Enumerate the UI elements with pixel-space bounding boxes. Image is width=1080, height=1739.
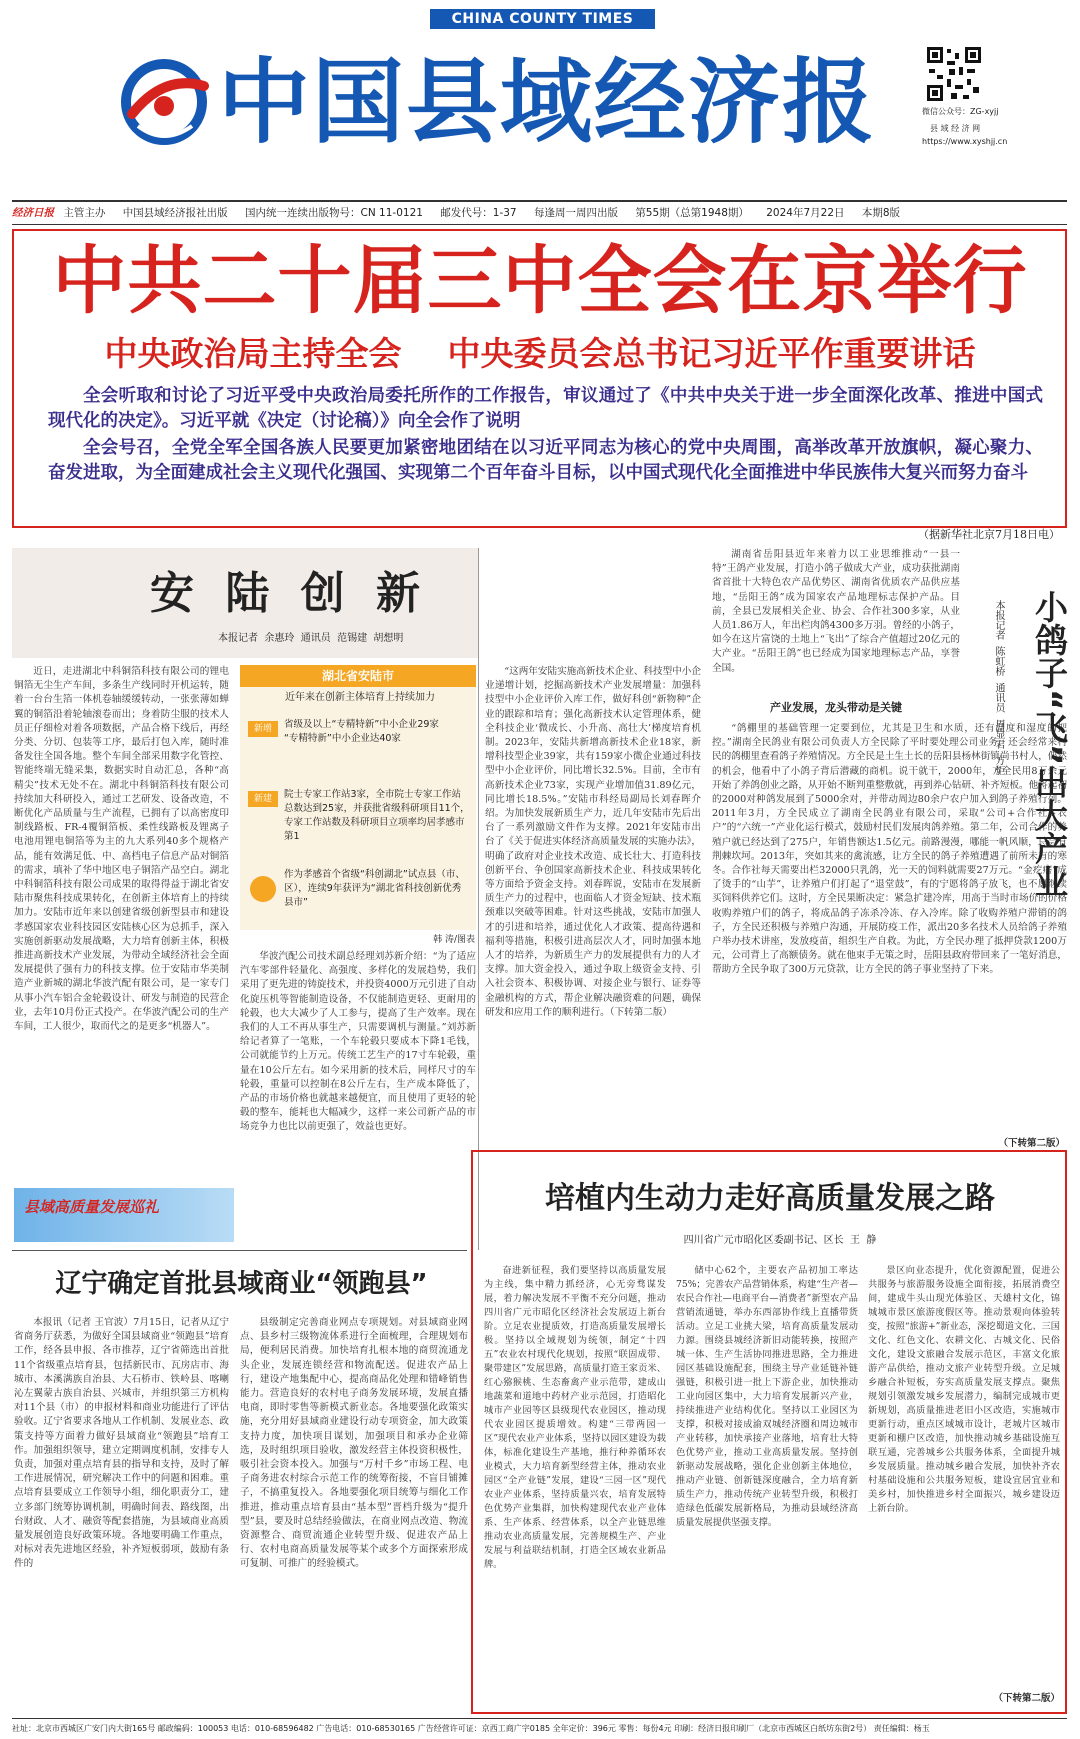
qr-code-icon [925,45,983,103]
pigeon-continue: （下转第二版） [998,1138,1065,1149]
frequency: 每逢周一周四出版 [533,207,618,219]
sponsor-logo: 经济日报 [12,207,54,219]
liaoning-col-1: 本报讯（记者 王官波）7月15日，记者从辽宁省商务厅获悉，为做好全国县域商业“领跑县”培育工作，经各县申报、各市推荐，辽宁省筛选出首批11个省级重点培育县，包括新民市、瓦房店市、海城市、本溪满族自治县、大石桥市、铁岭县、喀喇沁左翼蒙古族自治县、兴城市，并组织第三方机构对11个县（市）的申报材料和商业功能进行了评估验收。辽宁省要求各地从工作机制、发展业态、政策支持等方面着力做好县域商业“领跑县”培育工作。加强组织领导，建立定期调度机制，安排专人负责，加强对重点培育县的指导和支持，及时了解工作进展情况，研究解决工作中的问题和困难。重点培育县要成立工作领导小组，细化职责分工，建立多部门统筹协调机制，明确时间表、路线图，出台财政、人才、融资等配套措施，为县域商业高质量发展创造良好政策环境。各地要明确工作重点，对标对表先进地区经验，补齐短板弱项，鼓励有条件的 [14,1317,229,1570]
info-bar [12,204,1067,222]
peizhi-col-3: 景区向业态提升，优化资源配置，促进公共服务与旅游服务设施全面衔接，拓展消费空间，建成牛头山现光体验区、天雄村文化，锦城城市景区旅游度假区等。推动景观向体验转变，按照“旅游+”新业态，深挖蜀道文化、三国文化、红色文化、农耕文化、古城文化、民俗文化，建设文旅融合发展示范区，丰富文化旅游产品供给，推动文旅产业转型升级。立足城乡融合补短板，夯实高质量发展支撑点。聚焦规划引领激发城乡发展潜力，编制完成城市更新规划，高质量推进老旧小区改造，实施城市更新行动，重点区域城市设计，老城片区城市更新和棚户区改造，加快推动城乡基础设施互联互通，完善城乡公共服务体系，全面提升城乡发展质量。推动城乡融合发展，加快补齐农村基础设施和公共服务短板，建设宜居宜业和美乡村，加快推进乡村全面振兴，城乡建设迈上新台阶。 [868,1265,1060,1514]
series-banner-label: 县域高质量发展巡礼 [24,1198,160,1216]
website-label: 县 域 经 济 网 [930,124,981,133]
masthead-english: CHINA COUNTY TIMES [430,9,655,29]
issue-number: 第55期（总第1948期） [635,207,749,219]
masthead-title: 中国县域经济报 [218,48,877,156]
anlu-col-2: 华波汽配公司技术副总经理刘苏新介绍：“为了适应汽车零部件轻量化、高强度、多样化的发展趋势，我们采用了更先进的铸旋技术，并投资4000万元引进了自动化旋压机等智能制造设备，不仅能制造更轻、更耐用的轮毂，也大大减少了人工参与，提高了生产效率。现在我们的人工不再从事生产，只需要调机与测量。”刘苏新给记者算了一笔账，一个车轮毂只要成本下降1毛钱，公司就能节约上万元。传统工艺生产的17寸车轮毂，重量在10公斤左右。如今采用新的技术后，同样尺寸的车轮毂，重量可以控制在8公斤左右，生产成本降低了，产品的市场价格也就越来越便宜，而且使用了更轻的轮毂的整车，能耗也大幅减少，这样一来公司新产品的市场竞争力也比以前更强了，效益也更好。 [240,951,476,1133]
liaoning-title: 辽宁确定首批县域商业“领跑县” [55,1269,428,1299]
footer-info: 社址：北京市西城区广安门内大街165号 邮政编码：100053 电话：010-68596482 广告电话：010-68530165 广告经营许可证：京西工商广字0185 全年定价：396元 零售：每份4元 印刷：经济日报印刷厂（北京市西城区白纸坊东街2号） 责任编辑：杨玉 [12,1724,930,1733]
pigeon-section-heading: 产业发展，龙头带动是关键 [770,701,902,714]
cn-number: 国内统一连续出版物号：CN 11-0121 [245,207,423,219]
peizhi-col-2: 储中心62个，主要农产品初加工率达75%；完善农产品营销体系，构建“生产者—农民合作社—电商平台—消费者”新型农产品营销流通链，举办东西部协作线上直播带货活动。立足工业挑大梁，培育高质量发展动力源。围绕县城经济新旧动能转换，按照产城一体、生产生活协同推进思路，全力推进园区基础设施配套，围绕主导产业延链补链强链，积极引进一批上下游企业，加快推动工业向园区集中，大力培育发展新兴产业，持续推进产业结构优化。坚持以工业园区为支撑，积极对接成渝双城经济圈和周边城市产业转移，加快承接产业落地，培育壮大特色优势产业，推动工业高质量发展。坚持创新驱动发展战略，强化企业创新主体地位，推动产业链、创新链深度融合，全力培育新质生产力，推动传统产业转型升级，积极打造绿色低碳发展新格局，为推动县域经济高质量发展提供坚强支撑。 [676,1265,858,1528]
infobox-credit: 韩 涛/图表 [433,935,475,945]
anlu-title: 安 陆 创 新 [150,568,428,619]
website-url[interactable]: https://www.xyshjj.cn [922,137,1008,146]
post-code: 邮发代号：1-37 [440,207,517,219]
anlu-col-3: “这两年安陆实施高新技术企业、科技型中小企业递增计划，挖掘高新技术产业发展增量：加强科技型中小企业评价入库工作，做好科创“新物种”企业的跟踪和培育；强化高新技术认定管理体系，健全科技企业‘微成长、小升高、高壮大’梯度培育机制。2023年，安陆共新增高新技术企业18家，新增科技型企业39家，共有159家小微企业通过科技型中小企业评价，同比增长32.5%。目前，全市有高新技术企业73家，实现产业增加值31.89亿元，同比增长18.5%。”安陆市科经局副局长刘春晖介绍。为加快发展新质生产力，近几年安陆市先后出台了一系列激励文件作为支撑。2021年安陆市出台了《关于促进实体经济高质量发展的实施办法》，明确了政府对企业技术改造、成长壮大、打造科技创新平台、争创国家高新技术企业、科技成果转化等方面给予资金支持。刘春晖说，安陆市在发展新质生产力的过程中，也面临人才资金短缺、技术瓶颈难以突破等困难。针对这些挑战，安陆市加强人才的引进和培养，通过优化人才政策、提高待遇和福利等措施，积极引进高层次人才，同时加强本地人才的培养，为新质生产力的发展提供有力的人才支撑。加大资金投入，通过争取上级资金支持、引入社会资本、积极协调、对接企业与银行、证券等金融机构的方式，帮企业解决融资难的问题，确保研发和应用工作的顺利进行。（下转第二版） [485,666,701,1018]
pigeon-col-b: “鸽棚里的基础管理一定要到位，尤其是卫生和水质，还有温度和湿度的把控。”湖南全民鸽业有限公司负责人方全民除了平时要处理公司业务，还会经常来村民的鸽棚里查看鸽子养殖情况。方全民是土生土长的岳阳县杨林街镇尚书村人，偶然的机会，他看中了小鸽子背后潜藏的商机。说干就干，2000年，方全民用8万余元开始了养鸽创业之路，从开始不断判重整敷就，再到养心钻研、补齐短板。他将起初的2000对种鸽发展到了5000余对，并带动周边80余户农户加入到鸽子养殖行列。2011年3月，方全民成立了湖南全民鸽业有限公司，采取“公司+合作社+农户”的“六统一”产业化运行模式，鼓励村民们发展肉鸽养殖。第二年，公司合作的养殖户就已经达到了275户，年销售额达1.5亿元。前路漫漫，哪能一帆风顺，总会有荆棘坎坷。2013年，突如其来的禽流感，让方全民的鸽子养殖遭遇了前所未有的寒冬。合作社每天需要出栏32000只乳鸽，光一天的饲料就需要27万元。“金疙瘩”成了烫手的“山芋”，让养殖户们打起了“退堂鼓”，有的宁愿将鸽子放飞，也不愿继续买饲料供养它们。这时，方全民果断决定：紧急扩建冷库，用高于当时市场价的价格收购养殖户们的鸽子，将成品鸽子冻杀冷冻、存入冷库。除了收购养殖户滞销的鸽子，方全民还积极与养殖户沟通，开展防疫工作，派出20多名技术人员给鸽子养殖户举办技术讲座，发放疫苗，组织生产自救。为此，方全民办理了抵押贷款1200万元，公司背上了高额债务。就在他束手无策之时，岳阳县政府带回来了一笔好消息，帮助方全民争取了300万元贷款，让方全民的鸽子事业坚持了下来。 [712,723,1067,976]
pigeon-title: 小鸽子“飞”出大产业 [1030,590,1069,898]
infobox-item-2-text: 院士专家工作站3家，全市院士专家工作站总数达到25家，并获批省级科研项目11个，专家工作站数及科研项目立项率均居孝感市第1 [284,789,470,842]
peizhi-col-1: 奋进新征程，我们要坚持以高质量发展为主线，集中精力抓经济，心无旁骛谋发展，着力解决发展不平衡不充分问题，推动四川省广元市昭化区经济社会发展迈上新台阶。立足农业提质效，打造高质量发展增长极。坚持以全域规划为统领，制定“十四五”农业农村现代化规划，按照“联固成带、聚带建区”发展思路，高质量打造王家贡米、红心猕猴桃、生态畜禽产业示范带，建成山地蔬菜和道地中药材产业示范园，打造昭化城市产业园等区县级现代农业园区，推动现代农业园区提质增效。构建“三带两园一区”现代农业产业体系，坚持以园区建设为载体，标准化建设生产基地，推行种养循环农业模式，大力培育新型经营主体，推动农业园区“全产业链”发展，建设“三园一区”现代农业产业体系，坚持质量兴农，培育发展特色优势产业集群，加快构建现代农业产业体系、生产体系、经营体系，以全产业链思维推动农业高质量发展，完善规模生产、产业发展与利益联结机制，打造全区域农业新品牌。 [484,1265,666,1570]
anlu-byline: 本报记者 余惠玲 通讯员 范锡建 胡想明 [218,633,404,644]
sponsor: 主管主办 [63,207,106,219]
paper-logo-icon [118,56,210,148]
pigeon-col-a: 湖南省岳阳县近年来着力以工业思维推动“一县一特”王鸽产业发展，打造小鸽子做成大产业，成功获批湖南省首批十大特色农产品优势区、湖南省优质农产品供应基地，“岳阳王鸽”成为国家农产品地理标志保护产品。目前，全县已发展相关企业、协会、合作社300多家，从业人员1.86万人，年出栏肉鸽4300多万羽。曾经的小鸽子，如今在这片富饶的土地上“飞出”了综合产值超过20亿元的大产业。“岳阳王鸽”也已经成为国家地理标志产品，享誉全国。 [712,549,960,674]
anlu-col-1: 近日，走进湖北中科铜箔科技有限公司的锂电铜箔无尘生产车间，多条生产线同时开机运转，随着一台台生箔一体机卷轴缓缓转动，一张张薄如蝉翼的铜箔沿着轮轴滚卷而出；身着防尘服的技术人员正仔细检对着各项数据，产品合格下线后，再经分类、分切、包装等工序，最后打包入库，随时准备发往全国各地。整个车间全部采用数字化管控、智能终端无缝采集，数据实时自动汇总，各种“高精尖”技术无处不在。湖北中科铜箔科技有限公司持续加大科研投入，通过工艺研发、设备改造，不断优化产品质量与生产流程，已拥有了以高密度印制线路板、FR-4覆铜箔板、柔性线路板及锂离子电池用锂电铜箔等为主的九大系列40多个规格产品，能有效满足低、中、高档电子信息产品对铜箔的需求，填补了华中地区电子铜箔产品空白。湖北中科铜箔科技有限公司成果的取得得益于湖北省安陆市聚焦科技成果转化，在创新主体培育上的持续加力。安陆市近年来以创建省级创新型县市和建设孝感国家农业科技园区安陆核心区为总抓手，深入实施创新驱动发展战略，大力培育创新主体，积极推进高新技术产业发展，为带动全域经济社会全面发展提供了强有力的科技支撑。位于安陆市华美制造产业新城的湖北华波汽配有限公司，是一家专门从事小汽车铝合金轮毂设计、研发与制造的民营企业，去年10月份正式投产。在华波汽配公司的生产车间，工人很少，取而代之的是更多“机器人”。 [14,666,229,1033]
lead-para-1: 全会听取和讨论了习近平受中央政治局委托所作的工作报告，审议通过了《中共中央关于进一步全面深化改革、推进中国式现代化的决定》。习近平就《决定（讨论稿）》向全会作了说明 [48,386,1043,431]
lead-source: （据新华社北京7月18日电） [918,528,1060,541]
infobox-title: 湖北省安陆市 [240,665,476,687]
lead-subheadline: 中央政治局主持全会 中央委员会总书记习近平作重要讲话 [104,334,976,373]
infobox-item-1-tag: 新增 [248,721,278,737]
lead-para-2: 全会号召，全党全军全国各族人民要更加紧密地团结在以习近平同志为核心的党中央周围，高举改革开放旗帜，凝心聚力、奋发进取，为全面建成社会主义现代化强国、实现第二个百年奋斗目标，以中国式现代化全面推进中华民族伟大复兴而努力奋斗 [48,438,1043,483]
peizhi-byline: 四川省广元市昭化区委副书记、区长 王 静 [683,1235,877,1246]
infobox-item-2-tag: 新建 [248,791,278,807]
wechat-account: 微信公众号：ZG-xyjj [922,107,999,116]
pigeon-byline: 本报记者 陈虹桥 通讯员 周显君 方炬 [993,600,1004,776]
publisher: 中国县域经济报社出版 [122,207,228,219]
peizhi-title: 培植内生动力走好高质量发展之路 [545,1181,995,1216]
page-count: 本期8版 [861,207,901,219]
issue-date: 2024年7月22日 [766,207,845,219]
masthead [0,0,1080,196]
infobox-item-1-text: 省级及以上“专精特新”中小企业29家 “专精特新”中小企业达40家 [284,719,439,744]
infobox-item-3-icon [250,876,276,902]
liaoning-col-2: 县级制定完善商业网点专项规划。对县域商业网点、县乡村三级物流体系进行全面梳理，合理规划布局，便利居民消费。加快培育扎根本地的商贸流通龙头企业，发展连锁经营和物流配送。促进农产品上行，建设产地集配中心，提高商品化处理和错峰销售能力。营造良好的农村电子商务发展环境，发展直播电商，即时零售等新模式新业态。各地要强化政策实施，充分用好县域商业建设行动专项资金，加大政策支持力度，加快项目谋划，加强项目和承办企业筛选，及时组织项目验收，激发经营主体投资积极性，吸引社会资本投入。加强与“万村千乡”市场工程、电子商务进农村综合示范工作的统筹衔接，不盲目铺摊子，不搞重复投入。各地要强化项目统筹与细化工作推进，推动重点培育县由“基本型”晋档升级为“提升型”县，要及时总结经验做法，在商业网点改造、物流资源整合、商贸流通企业转型升级、促进农产品上行、农村电商高质量发展等某个或多个方面探索形成可复制、可推广的经验模式。 [240,1317,468,1570]
lead-headline: 中共二十届三中全会在京举行 [52,238,1028,324]
infobox-subtitle: 近年来在创新主体培育上持续加力 [285,692,435,703]
infobox-item-3-text: 作为孝感首个省级“科创湖北”试点县（市、区），连续9年获评为“湖北省科技创新优秀县市” [284,869,465,908]
peizhi-continue: （下转第二版） [993,1693,1060,1704]
